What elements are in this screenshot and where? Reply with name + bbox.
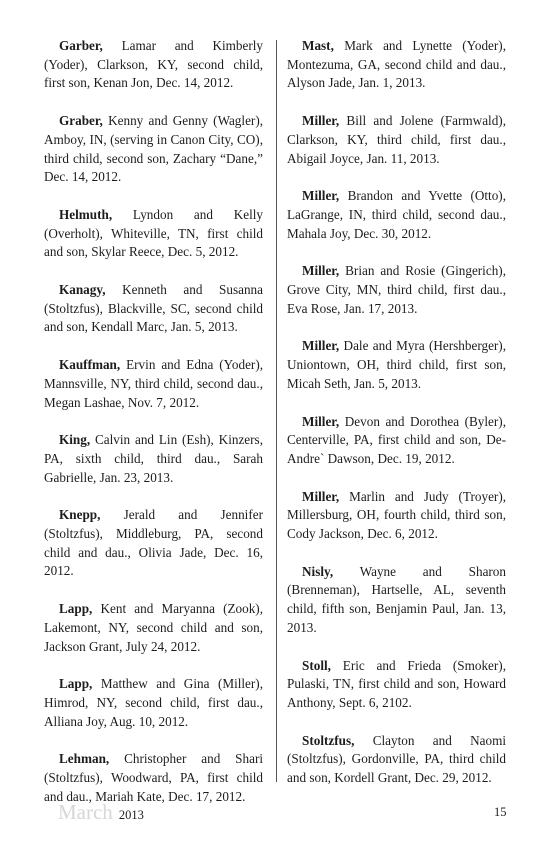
surname: Kauffman, <box>59 357 121 373</box>
right-column <box>287 37 506 807</box>
birth-announcement <box>44 600 263 656</box>
surname: King, <box>59 432 91 448</box>
birth-announcement <box>44 675 263 731</box>
surname: Stoll, <box>302 657 331 673</box>
announcement-text: Jerald and Jennifer (Stoltzfus), Middleburg, PA, second child and dau., Olivia Jade, Dec. 16, 2012. <box>44 507 263 579</box>
announcement-text: Eric and Frieda (Smoker), Pulaski, TN, first child and son, Howard Anthony, Sept. 6, 2102. <box>287 657 506 710</box>
birth-announcement <box>44 431 263 487</box>
birth-announcement <box>44 37 263 93</box>
column-divider <box>276 40 277 782</box>
announcement-text: Bill and Jolene (Farmwald), Clarkson, KY, third child, first dau., Abigail Joyce, Jan. 11, 2013. <box>287 113 506 166</box>
announcement-text: Christopher and Shari (Stoltzfus), Woodward, PA, first child and dau., Mariah Kate, Dec. 17, 2012. <box>44 751 263 804</box>
birth-announcement <box>287 187 506 243</box>
issue-month: March <box>58 800 113 824</box>
announcement-text: Devon and Dorothea (Byler), Centerville, PA, first child and son, De-Andre` Dawson, Dec. 19, 2012. <box>287 413 506 466</box>
surname: Mast, <box>302 38 334 53</box>
surname: Stoltzfus, <box>302 732 355 748</box>
surname: Miller, <box>302 263 340 279</box>
birth-announcement <box>287 732 506 788</box>
surname: Miller, <box>302 113 340 129</box>
surname: Miller, <box>302 488 340 504</box>
surname: Lehman, <box>59 751 110 767</box>
surname: Kanagy, <box>59 282 106 298</box>
birth-announcement <box>287 413 506 469</box>
surname: Miller, <box>302 188 340 204</box>
birth-announcement <box>287 657 506 713</box>
surname: Garber, <box>59 38 103 53</box>
birth-announcement <box>44 356 263 412</box>
birth-announcement <box>287 262 506 318</box>
announcement-text: Lyndon and Kelly (Overholt), Whiteville, TN, first child and son, Skylar Reece, Dec. 5, 2012. <box>44 206 263 260</box>
issue-footer <box>58 800 144 825</box>
birth-announcement <box>44 112 263 187</box>
announcement-text: Kenny and Genny (Wagler), Amboy, IN, (serving in Canon City, CO), third child, second son, Zachary “Dane,” Dec. 14, 2012. <box>44 113 264 185</box>
birth-announcement <box>287 488 506 544</box>
birth-announcement <box>44 750 263 806</box>
surname: Miller, <box>302 338 340 354</box>
left-column <box>44 37 263 826</box>
announcement-text: Lamar and Kimberly (Yoder), Clarkson, KY, second child, first son, Kenan Jon, Dec. 14, 2012. <box>44 38 263 91</box>
birth-announcement <box>44 506 263 581</box>
announcement-text: Clayton and Naomi (Stoltzfus), Gordonville, PA, third child and son, Kordell Grant, Dec. 29, 2012. <box>287 732 506 786</box>
birth-announcement <box>44 206 263 262</box>
birth-announcement <box>287 563 506 638</box>
issue-year: 2013 <box>118 808 144 822</box>
announcement-text: Wayne and Sharon (Brenneman), Hartselle, AL, seventh child, fifth son, Benjamin Paul, Jan. 13, 2013. <box>287 563 506 635</box>
announcement-text: Brandon and Yvette (Otto), LaGrange, IN, third child, second dau., Mahala Joy, Dec. 30, 2012. <box>287 188 506 241</box>
birth-announcement <box>287 337 506 393</box>
announcement-text: Dale and Myra (Hershberger), Uniontown, OH, third child, first son, Micah Seth, Jan. 5, 2013. <box>287 338 506 391</box>
surname: Helmuth, <box>59 206 113 222</box>
surname: Nisly, <box>302 563 334 579</box>
announcement-text: Mark and Lynette (Yoder), Montezuma, GA, second child and dau., Alyson Jade, Jan. 1, 2013. <box>287 38 506 91</box>
announcement-text: Marlin and Judy (Troyer), Millersburg, OH, fourth child, third son, Cody Jackson, Dec. 6, 2012. <box>287 488 507 542</box>
announcement-text: Kenneth and Susanna (Stoltzfus), Blackville, SC, second child and son, Kendall Marc, Jan. 5, 2013. <box>44 282 263 335</box>
surname: Knepp, <box>59 507 101 523</box>
birth-announcement <box>44 281 263 337</box>
announcement-text: Kent and Maryanna (Zook), Lakemont, NY, second child and son, Jackson Grant, July 24, 2012. <box>44 601 263 654</box>
announcement-text: Brian and Rosie (Gingerich), Grove City, MN, third child, first dau., Eva Rose, Jan. 17, 2013. <box>287 263 506 316</box>
announcement-text: Ervin and Edna (Yoder), Mannsville, NY, third child, second dau., Megan Lashae, Nov. 7, 2012. <box>44 357 264 410</box>
surname: Lapp, <box>59 676 93 692</box>
announcement-text: Calvin and Lin (Esh), Kinzers, PA, sixth child, third dau., Sarah Gabrielle, Jan. 23, 2013. <box>44 432 263 485</box>
birth-announcement <box>287 112 506 168</box>
surname: Miller, <box>302 413 340 429</box>
page-number: 15 <box>494 805 507 819</box>
surname: Lapp, <box>59 601 93 617</box>
birth-announcement <box>287 37 506 93</box>
surname: Graber, <box>59 113 103 129</box>
announcement-text: Matthew and Gina (Miller), Himrod, NY, second child, first dau., Alliana Joy, Aug. 10, 2012. <box>44 676 263 729</box>
